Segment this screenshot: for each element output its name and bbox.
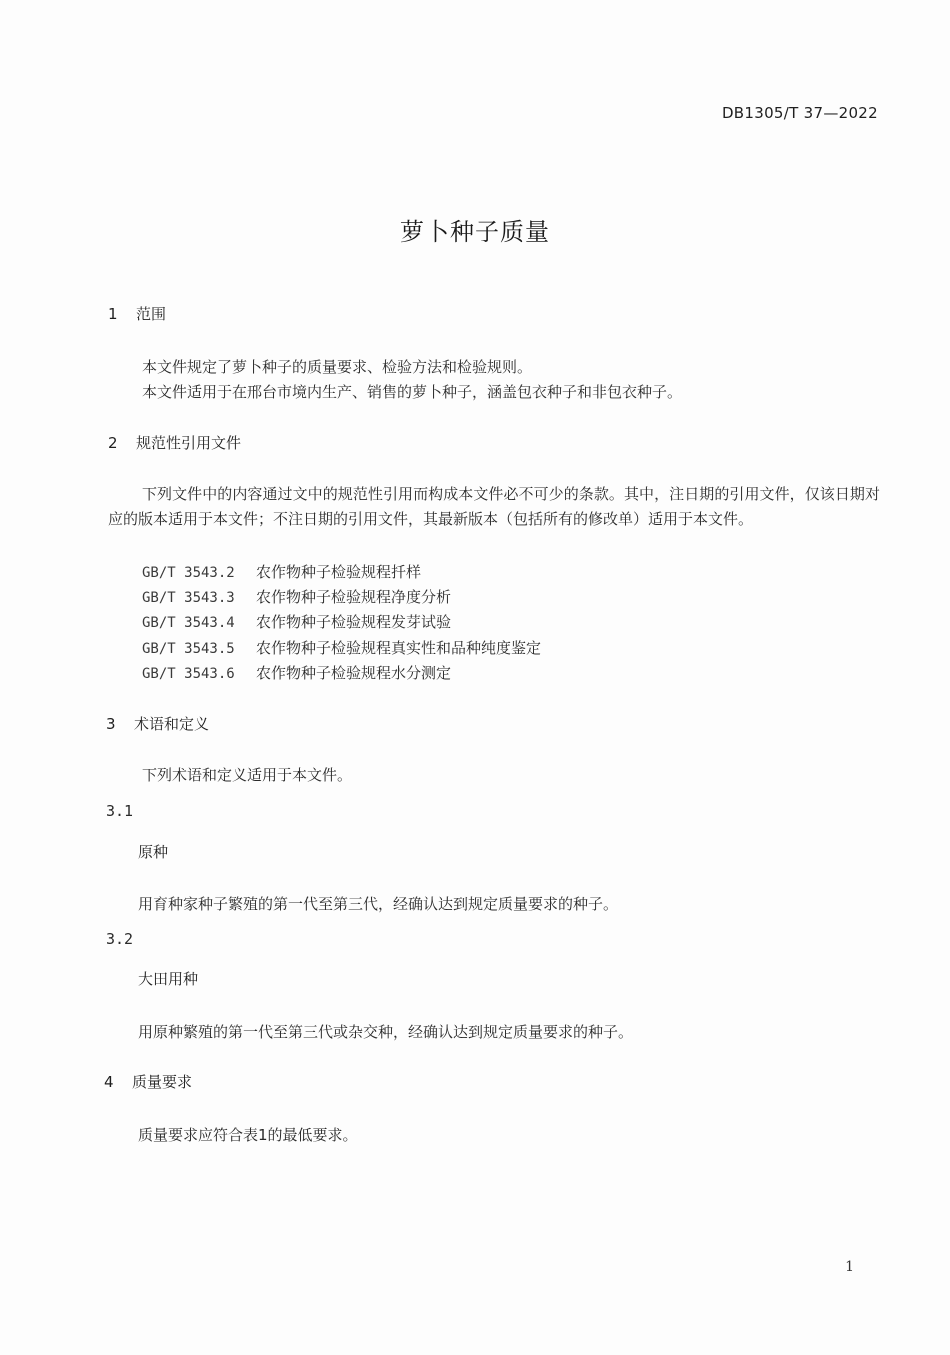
reference-title: 农作物种子检验规程水分测定 [256,664,452,682]
section-2-heading [108,432,241,453]
reference-item [142,662,451,683]
section-3-heading [106,713,209,734]
term-definition: 用原种繁殖的第一代至第三代或杂交种，经确认达到规定质量要求的种子。 [138,1023,634,1041]
page-number: 1 [845,1259,854,1275]
section-number: 3 [106,715,116,733]
reference-code: GB/T 3543.5 [142,641,235,657]
section-1-heading [108,303,166,324]
section-number: 2 [108,434,118,452]
reference-title: 农作物种子检验规程净度分析 [256,588,452,606]
reference-item [142,561,421,582]
term-number: 3.2 [106,930,134,948]
reference-item [142,611,451,632]
section-number: 1 [108,305,118,323]
document-number: DB1305/T 37—2022 [721,104,878,122]
reference-title: 农作物种子检验规程发芽试验 [256,613,452,631]
reference-item [142,586,451,607]
reference-item [142,637,541,658]
reference-code: GB/T 3543.2 [142,565,235,581]
document-title: 萝卜种子质量 [400,218,550,246]
references-intro: 下列文件中的内容通过文中的规范性引用而构成本文件必不可少的条款。其中，注日期的引用文件，仅该日期对应的版本适用于本文件；不注日期的引用文件，其最新版本（包括所有的修改单）适用于本文件。 [108,485,880,528]
scope-paragraph-1: 本文件规定了萝卜种子的质量要求、检验方法和检验规则。 [142,358,533,376]
section-title: 质量要求 [132,1073,193,1091]
term-name: 大田用种 [138,970,199,988]
reference-title: 农作物种子检验规程真实性和品种纯度鉴定 [256,639,542,657]
section-number: 4 [104,1073,114,1091]
reference-title: 农作物种子检验规程扦样 [256,563,422,581]
section-4-heading [104,1071,192,1092]
reference-code: GB/T 3543.6 [142,666,235,682]
scope-paragraph-2: 本文件适用于在邢台市境内生产、销售的萝卜种子，涵盖包衣种子和非包衣种子。 [142,383,683,401]
reference-code: GB/T 3543.3 [142,590,235,606]
section-title: 术语和定义 [134,715,210,733]
section-title: 范围 [136,305,167,323]
term-name: 原种 [138,843,169,861]
terms-intro: 下列术语和定义适用于本文件。 [142,766,353,784]
quality-requirement-text: 质量要求应符合表1的最低要求。 [138,1126,358,1144]
term-definition: 用育种家种子繁殖的第一代至第三代，经确认达到规定质量要求的种子。 [138,895,619,913]
section-title: 规范性引用文件 [136,434,242,452]
term-number: 3.1 [106,802,134,820]
reference-code: GB/T 3543.4 [142,615,235,631]
